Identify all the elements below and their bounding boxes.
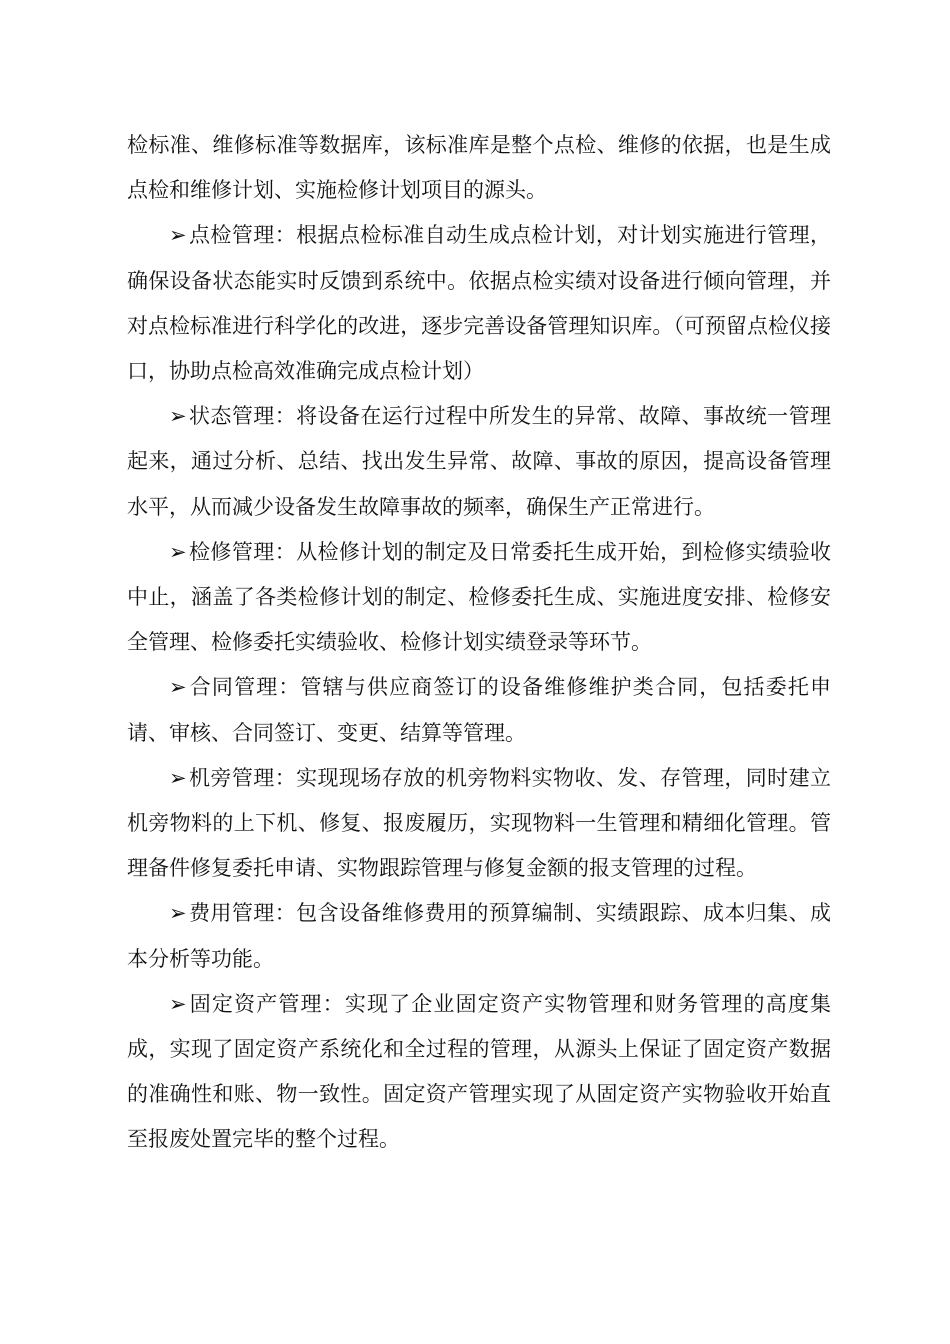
item-title: 费用管理	[188, 901, 275, 926]
item-text: ：包含设备维修费用的预算编制、实绩跟踪、成本归集、成本分析等功能。	[127, 901, 832, 971]
bullet-item-machine-side	[127, 756, 831, 892]
item-text: ：实现了企业固定资产实物管理和财务管理的高度集成，实现了固定资产系统化和全过程的管理，从源头上保证了固定资产数据的准确性和账、物一致性。固定资产管理实现了从固定资产实物验收开始直至报废处置完毕的整个过程。	[127, 991, 832, 1152]
item-text: ：根据点检标准自动生成点检计划，对计划实施进行管理，确保设备状态能实时反馈到系统中。依据点检实绩对设备进行倾向管理，并对点检标准进行科学化的改进，逐步完善设备管理知识库。（可预留点检仪接口，协助点检高效准确完成点检计划）	[127, 223, 832, 384]
item-text: ：实现现场存放的机旁物料实物收、发、存管理，同时建立机旁物料的上下机、修复、报废履历，实现物料一生管理和精细化管理。管理备件修复委托申请、实物跟踪管理与修复金额的报支管理的过程。	[127, 765, 832, 881]
arrow-bullet-icon: ➢	[169, 539, 187, 564]
bullet-item-maintenance	[127, 530, 831, 666]
arrow-bullet-icon: ➢	[169, 765, 187, 790]
document-body	[127, 123, 831, 1163]
item-title: 机旁管理	[188, 765, 275, 790]
item-title: 检修管理	[188, 539, 275, 564]
bullet-item-contract	[127, 665, 831, 755]
item-title: 合同管理	[188, 675, 279, 700]
item-title: 固定资产管理	[188, 991, 323, 1016]
arrow-bullet-icon: ➢	[169, 223, 187, 248]
item-text: ：从检修计划的制定及日常委托生成开始，到检修实绩验收中止，涵盖了各类检修计划的制定、检修委托生成、实施进度安排、检修安全管理、检修委托实绩验收、检修计划实绩登录等环节。	[127, 539, 832, 655]
arrow-bullet-icon: ➢	[169, 901, 187, 926]
intro-paragraph: 检标准、维修标准等数据库，该标准库是整个点检、维修的依据，也是生成点检和维修计划、实施检修计划项目的源头。	[127, 133, 831, 203]
arrow-bullet-icon: ➢	[169, 404, 187, 429]
item-text: ：将设备在运行过程中所发生的异常、故障、事故统一管理起来，通过分析、总结、找出发生异常、故障、事故的原因，提高设备管理水平，从而减少设备发生故障事故的频率，确保生产正常进行。	[127, 404, 832, 519]
item-title: 状态管理	[188, 404, 275, 429]
bullet-item-cost	[127, 891, 831, 981]
bullet-item-inspection	[127, 213, 831, 394]
arrow-bullet-icon: ➢	[169, 675, 187, 700]
item-title: 点检管理	[188, 223, 275, 248]
bullet-item-status	[127, 394, 831, 530]
bullet-item-fixed-assets	[127, 982, 831, 1163]
item-text: ：管辖与供应商签订的设备维修维护类合同，包括委托申请、审核、合同签订、变更、结算等管理。	[127, 675, 832, 745]
arrow-bullet-icon: ➢	[169, 991, 187, 1016]
